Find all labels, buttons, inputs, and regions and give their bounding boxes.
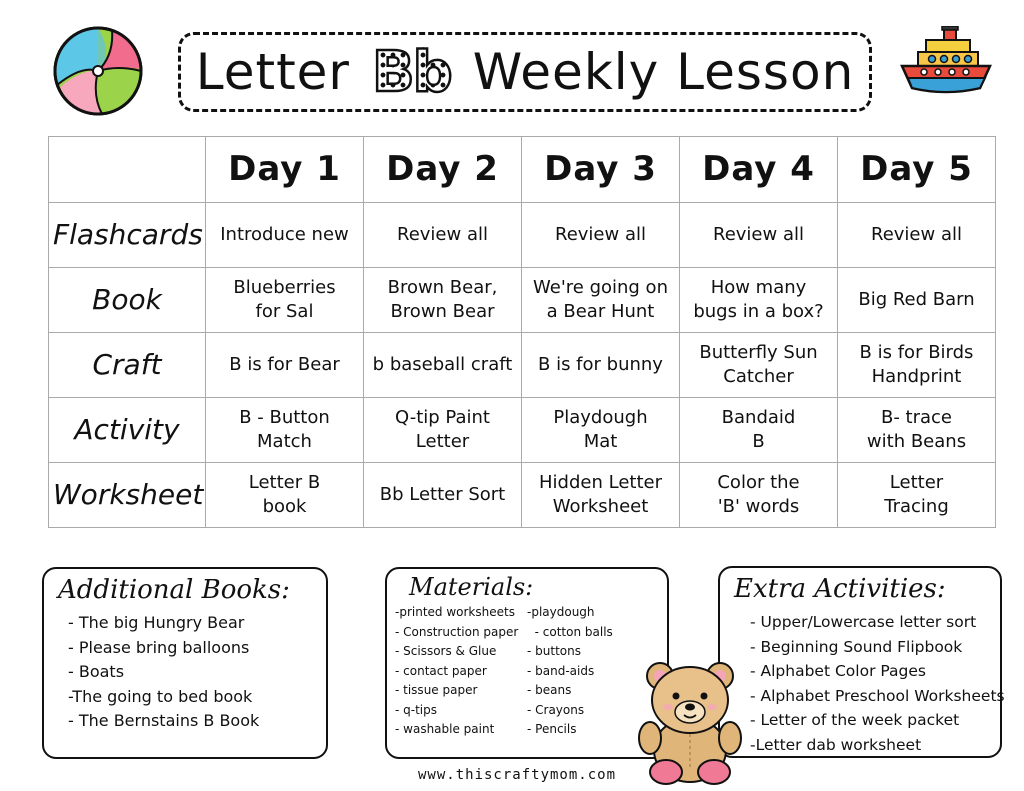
materials-box [385, 567, 669, 759]
row-label-book: Book [49, 268, 206, 333]
list-item: -Letter dab worksheet [750, 735, 922, 754]
list-item: - Scissors & Glue [395, 644, 497, 658]
day-header: Day 5 [838, 137, 996, 203]
list-item: - beans [527, 683, 572, 697]
title-banner [178, 32, 872, 112]
title-word-weekly-lesson: Weekly Lesson [472, 43, 855, 101]
table-cell: B- trace with Beans [838, 398, 996, 463]
list-item: - band-aids [527, 663, 595, 678]
table-cell: Review all [680, 203, 838, 268]
table-cell: Color the 'B' words [680, 463, 838, 528]
table-cell: Q-tip Paint Letter [364, 398, 522, 463]
table-cell: B is for Bear [206, 333, 364, 398]
table-cell: Review all [364, 203, 522, 268]
list-item: -printed worksheets [395, 605, 515, 619]
list-item: - q-tips [395, 702, 437, 717]
title-letter-bb: Bb [368, 40, 455, 105]
table-cell: B is for bunny [522, 333, 680, 398]
beach-ball-icon [52, 25, 144, 117]
toy-boat-icon [898, 26, 994, 102]
table-cell: Review all [522, 203, 680, 268]
table-cell: Butterfly Sun Catcher [680, 333, 838, 398]
table-cell: Bandaid B [680, 398, 838, 463]
table-cell: Bb Letter Sort [364, 463, 522, 528]
table-cell: Letter B book [206, 463, 364, 528]
list-item: - Beginning Sound Flipbook [750, 637, 963, 656]
table-cell: Brown Bear, Brown Bear [364, 268, 522, 333]
table-cell: B is for Birds Handprint [838, 333, 996, 398]
additional-books-title: Additional Books: [58, 575, 290, 605]
day-header: Day 4 [680, 137, 838, 203]
table-row [49, 268, 996, 333]
list-item: -playdough [527, 605, 595, 619]
table-cell: How many bugs in a box? [680, 268, 838, 333]
list-item: - The big Hungry Bear [68, 613, 245, 632]
table-cell: Playdough Mat [522, 398, 680, 463]
extra-activities-list [720, 610, 1005, 757]
table-row [49, 333, 996, 398]
extra-activities-title: Extra Activities: [734, 574, 946, 604]
teddy-bear-icon [636, 660, 744, 786]
day-header: Day 3 [522, 137, 680, 203]
row-label-flashcards: Flashcards [49, 203, 206, 268]
table-row [49, 398, 996, 463]
list-item: - contact paper [395, 663, 487, 678]
extra-activities-box [718, 566, 1005, 758]
list-item: -The going to bed book [68, 686, 253, 706]
list-item: - Boats [68, 662, 125, 681]
materials-list-left [395, 603, 527, 740]
title-word-letter: Letter [195, 43, 350, 101]
list-item: - tissue paper [395, 683, 478, 697]
list-item: - Alphabet Color Pages [750, 662, 926, 680]
row-label-worksheet: Worksheet [49, 463, 206, 528]
list-item: - cotton balls [527, 624, 613, 639]
table-cell: Blueberries for Sal [206, 268, 364, 333]
list-item: - Crayons [527, 702, 585, 717]
table-row [49, 463, 996, 528]
table-cell: Big Red Barn [838, 268, 996, 333]
website-url: www.thiscraftymom.com [418, 767, 617, 783]
list-item: - Alphabet Preschool Worksheets [750, 686, 1005, 705]
list-item: - washable paint [395, 722, 495, 736]
list-item: - buttons [527, 644, 581, 658]
table-cell: b baseball craft [364, 333, 522, 398]
lesson-table [48, 136, 996, 528]
table-cell: Introduce new [206, 203, 364, 268]
day-header: Day 2 [364, 137, 522, 203]
materials-list-right [527, 603, 637, 740]
table-cell: Hidden Letter Worksheet [522, 463, 680, 528]
row-label-craft: Craft [49, 333, 206, 398]
list-item: - The Bernstains B Book [68, 711, 260, 730]
list-item: - Upper/Lowercase letter sort [750, 613, 977, 631]
list-item: - Letter of the week packet [750, 711, 960, 729]
table-cell: B - Button Match [206, 398, 364, 463]
additional-books-box [42, 567, 328, 759]
list-item: - Construction paper [395, 624, 519, 639]
table-cell: Letter Tracing [838, 463, 996, 528]
list-item: - Please bring balloons [68, 637, 250, 657]
list-item: - Pencils [527, 722, 577, 736]
additional-books-list [44, 611, 326, 734]
table-row [49, 203, 996, 268]
table-cell: We're going on a Bear Hunt [522, 268, 680, 333]
table-cell: Review all [838, 203, 996, 268]
day-header: Day 1 [206, 137, 364, 203]
table-header-row [49, 137, 996, 203]
row-label-activity: Activity [49, 398, 206, 463]
materials-title: Materials: [409, 573, 534, 601]
header-corner-cell [49, 137, 206, 203]
